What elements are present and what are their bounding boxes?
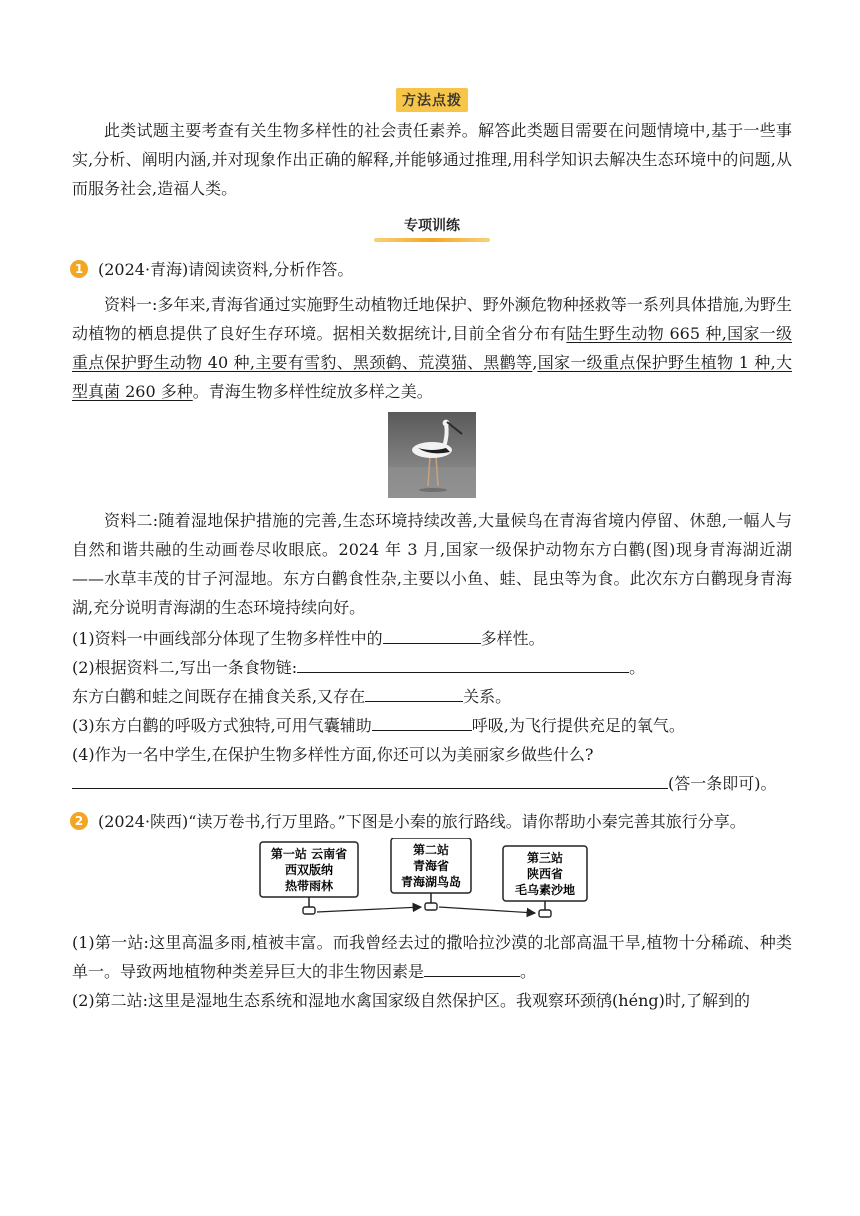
route-arrow-1 <box>317 907 421 912</box>
question-number-badge: 1 <box>70 260 88 278</box>
question-2-head <box>72 808 792 836</box>
material-1-underline-2: 国家一级重点保护野生植物 1 种,大型真菌 260 多种 <box>72 353 792 401</box>
answer-blank[interactable] <box>424 958 520 977</box>
method-badge: 方法点拨 <box>396 88 468 112</box>
q1-sub-4-tail: (答一条即可)。 <box>668 774 777 793</box>
q1-sub-3 <box>72 711 792 740</box>
q1-sub-3-text: (3)东方白鹳的呼吸方式独特,可用气囊辅助 <box>72 716 372 735</box>
material-1-text: 资料一:多年来,青海省通过实施野生动植物迁地保护、野外濒危物种拯救等一系列具体措施,为野生动植物的栖息提供了良好生存环境。据相关数据统计,目前全省分布有 <box>72 295 792 343</box>
question-1-title: (2024·青海)请阅读资料,分析作答。 <box>98 260 354 279</box>
q1-sub-3-tail: 呼吸,为飞行提供充足的氧气。 <box>471 716 685 735</box>
q1-sub-1-text: (1)资料一中画线部分体现了生物多样性中的 <box>72 629 383 648</box>
answer-blank[interactable] <box>72 770 668 789</box>
q1-sub-2b-text: 东方白鹳和蛙之间既存在捕食关系,又存在 <box>72 687 366 706</box>
material-1-comma: , <box>532 353 538 372</box>
q2-sub-1-text: (1)第一站:这里高温多雨,植被丰富。而我曾经去过的撒哈拉沙漠的北部高温干旱,植物十分稀疏、种类单一。导致两地植物种类差异巨大的非生物因素是 <box>72 933 792 981</box>
q1-sub-2 <box>72 653 792 682</box>
q1-sub-2-text: (2)根据资料二,写出一条食物链: <box>72 658 298 677</box>
q1-sub-2b-tail: 关系。 <box>463 687 512 706</box>
station-3-line-1: 第三站 <box>526 851 564 865</box>
material-2: 资料二:随着湿地保护措施的完善,生态环境持续改善,大量候鸟在青海省境内停留、休憩,一幅人与自然和谐共融的生动画卷尽收眼底。2024 年 3 月,国家一级保护动物东方白鹳(图)现身青海湖近湖——水草丰茂的甘子河湿地。东方白鹳食性杂,主要以小鱼、蛙、昆虫等为食。此次东方白鹳现身青海湖,充分说明青海湖的生态环境持续向好。 <box>72 511 792 617</box>
material-1-underline-1: 陆生野生动物 665 种,国家一级重点保护野生动物 40 种,主要有雪豹、黑颈鹤、荒漠猫、黑鹳等 <box>72 324 792 372</box>
question-number-badge: 2 <box>70 812 88 830</box>
q1-sub-1-tail: 多样性。 <box>480 629 545 648</box>
answer-blank[interactable] <box>372 712 472 731</box>
answer-blank[interactable] <box>383 625 481 644</box>
station-2-stand <box>425 903 437 910</box>
material-1 <box>72 290 792 406</box>
station-3-line-3: 毛乌素沙地 <box>514 883 576 897</box>
oriental-stork-photo <box>388 412 476 498</box>
station-2-line-2: 青海省 <box>412 859 450 873</box>
q1-sub-2b <box>72 682 792 711</box>
answer-blank[interactable] <box>365 683 463 702</box>
station-3-line-2: 陕西省 <box>526 867 564 881</box>
station-1-line-2: 西双版纳 <box>284 863 334 877</box>
q1-sub-2-tail: 。 <box>629 658 646 677</box>
travel-route-diagram <box>259 838 605 920</box>
q2-sub-2: (2)第二站:这里是湿地生态系统和湿地水禽国家级自然保护区。我观察环颈鸻(héng)时,了解到的 <box>72 991 750 1010</box>
method-text: 此类试题主要考查有关生物多样性的社会责任素养。解答此类题目需要在问题情境中,基于一些事实,分析、阐明内涵,并对现象作出正确的解释,并能够通过推理,用科学知识去解决生态环境中的问题,从而服务社会,造福人类。 <box>72 121 792 198</box>
q1-sub-4: (4)作为一名中学生,在保护生物多样性方面,你还可以为美丽家乡做些什么? <box>72 745 594 764</box>
material-1-tail: 。青海生物多样性绽放多样之美。 <box>192 382 433 401</box>
page <box>72 88 792 1015</box>
section-title: 专项训练 <box>374 211 490 242</box>
q2-sub-1-tail: 。 <box>520 962 537 981</box>
station-1-stand <box>303 907 315 914</box>
route-arrow-2 <box>439 907 535 913</box>
q1-sub-1 <box>72 624 792 653</box>
station-1-line-3: 热带雨林 <box>284 879 334 893</box>
station-3-stand <box>539 910 551 917</box>
question-2-title: (2024·陕西)“读万卷书,行万里路。”下图是小秦的旅行路线。请你帮助小秦完善其旅行分享。 <box>98 812 746 831</box>
answer-blank[interactable] <box>297 654 629 673</box>
station-2-line-3: 青海湖鸟岛 <box>400 875 462 889</box>
q1-sub-4-answer <box>72 769 792 798</box>
station-1-line-1: 第一站 云南省 <box>270 847 348 861</box>
question-1-head <box>72 256 792 284</box>
q2-sub-1 <box>72 928 792 986</box>
station-2-line-1: 第二站 <box>412 843 450 857</box>
